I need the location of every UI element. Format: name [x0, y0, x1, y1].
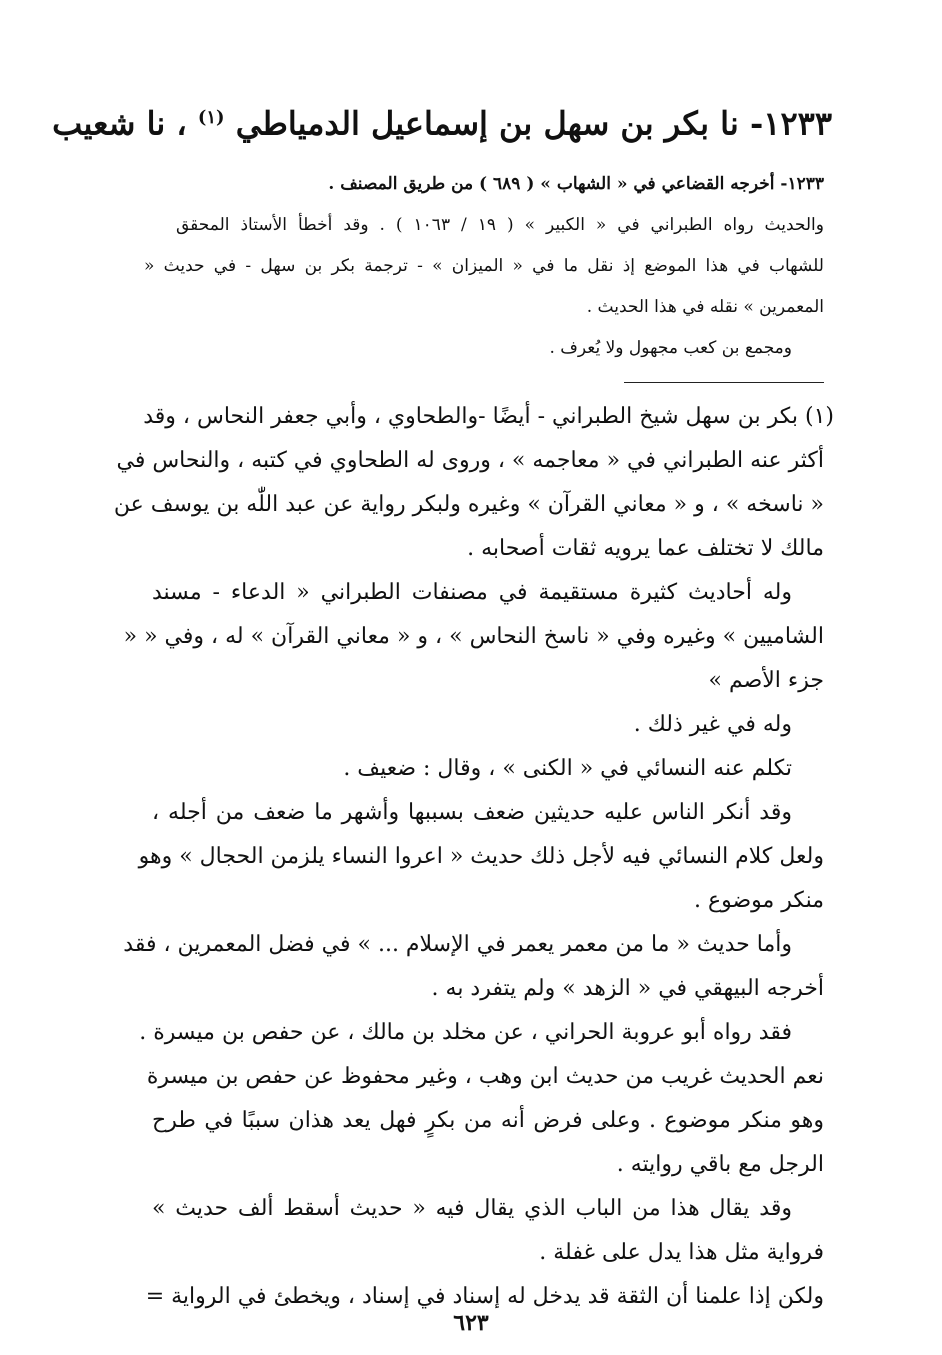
footnote-line: فرواية مثل هذا يدل على غفلة .: [539, 1240, 824, 1265]
hadith-heading: [52, 92, 832, 150]
note-line: للشهاب في هذا الموضع إذ نقل ما في « الميزان » - ترجمة بكر بن سهل - في حديث «: [144, 256, 824, 276]
note-line: ومجمع بن كعب مجهول ولا يُعرف .: [549, 338, 792, 358]
footnote-reference: (١): [197, 107, 225, 128]
footnote-line: جزء الأصم »: [708, 668, 824, 693]
footnote-line: منكر موضوع .: [693, 888, 824, 913]
footnote-line: فقد رواه أبو عروبة الحراني ، عن مخلد بن مالك ، عن حفص بن ميسرة .: [139, 1020, 792, 1045]
note-line: والحديث رواه الطبراني في « الكبير » ( ١٩ / ١٠٦٣ ) . وقد أخطأ الأستاذ المحقق: [176, 215, 824, 235]
footnote-line: « ناسخه » ، و « معاني القرآن » وغيره ولبكر رواية عن عبد اللّٰه بن يوسف عن: [113, 492, 824, 517]
hadith-heading-tail: ، نا شعيب: [52, 104, 187, 143]
note-line: ١٢٣٣- أخرجه القضاعي في « الشهاب » ( ٦٨٩ ) من طريق المصنف .: [328, 174, 824, 194]
footnote-line: وقد أنكر الناس عليه حديثين ضعف بسببها وأشهر ما ضعف من أجله ،: [152, 800, 792, 825]
footnote-line: الرجل مع باقي روايته .: [616, 1152, 824, 1177]
footnote-line: وقد يقال هذا من الباب الذي يقال فيه « حديث أسقط ألف حديث »: [152, 1196, 792, 1221]
footnote-line: مالك لا تختلف عما يرويه ثقات أصحابه .: [467, 536, 824, 561]
footnote-line: وأما حديث « ما من معمر يعمر في الإسلام ... » في فضل المعمرين ، فقد: [123, 932, 792, 957]
footnote-line: أكثر عنه الطبراني في « معاجمه » ، وروى له الطحاوي في كتبه ، والنحاس في: [116, 448, 824, 473]
note-line: المعمرين » نقله في هذا الحديث .: [586, 297, 824, 317]
hadith-heading-text: ١٢٣٣- نا بكر بن سهل بن إسماعيل الدمياطي: [235, 104, 832, 143]
footnote-line: تكلم عنه النسائي في « الكنى » ، وقال : ضعيف .: [343, 756, 792, 781]
footnote-line: أخرجه البيهقي في « الزهد » ولم يتفرد به .: [431, 976, 824, 1001]
footnote-separator: [624, 382, 824, 383]
footnote-line: وله في غير ذلك .: [633, 712, 792, 737]
footnote-line: نعم الحديث غريب من حديث ابن وهب ، وغير محفوظ عن حفص بن ميسرة: [146, 1064, 824, 1089]
footnote-line: ولكن إذا علمنا أن الثقة قد يدخل له إسناد في إسناد ، ويخطئ في الرواية =: [145, 1284, 824, 1309]
footnote-line: وله أحاديث كثيرة مستقيمة في مصنفات الطبراني « الدعاء - مسند: [152, 580, 792, 605]
footnote-line: الشاميين » وغيره وفي « ناسخ النحاس » ، و « معاني القرآن » له ، وفي « «: [123, 624, 824, 649]
page-number: ٦٢٣: [453, 1310, 489, 1336]
footnote-line: (١) بكر بن سهل شيخ الطبراني - أيضًا -والطحاوي ، وأبي جعفر النحاس ، وقد: [143, 404, 834, 429]
footnote-line: ولعل كلام النسائي فيه لأجل ذلك حديث « اعروا النساء يلزمن الحجال » وهو: [138, 844, 824, 869]
footnote-line: وهو منكر موضوع . وعلى فرض أنه من بكرٍ فهل يعد هذان سببًا في طرح: [152, 1108, 824, 1133]
